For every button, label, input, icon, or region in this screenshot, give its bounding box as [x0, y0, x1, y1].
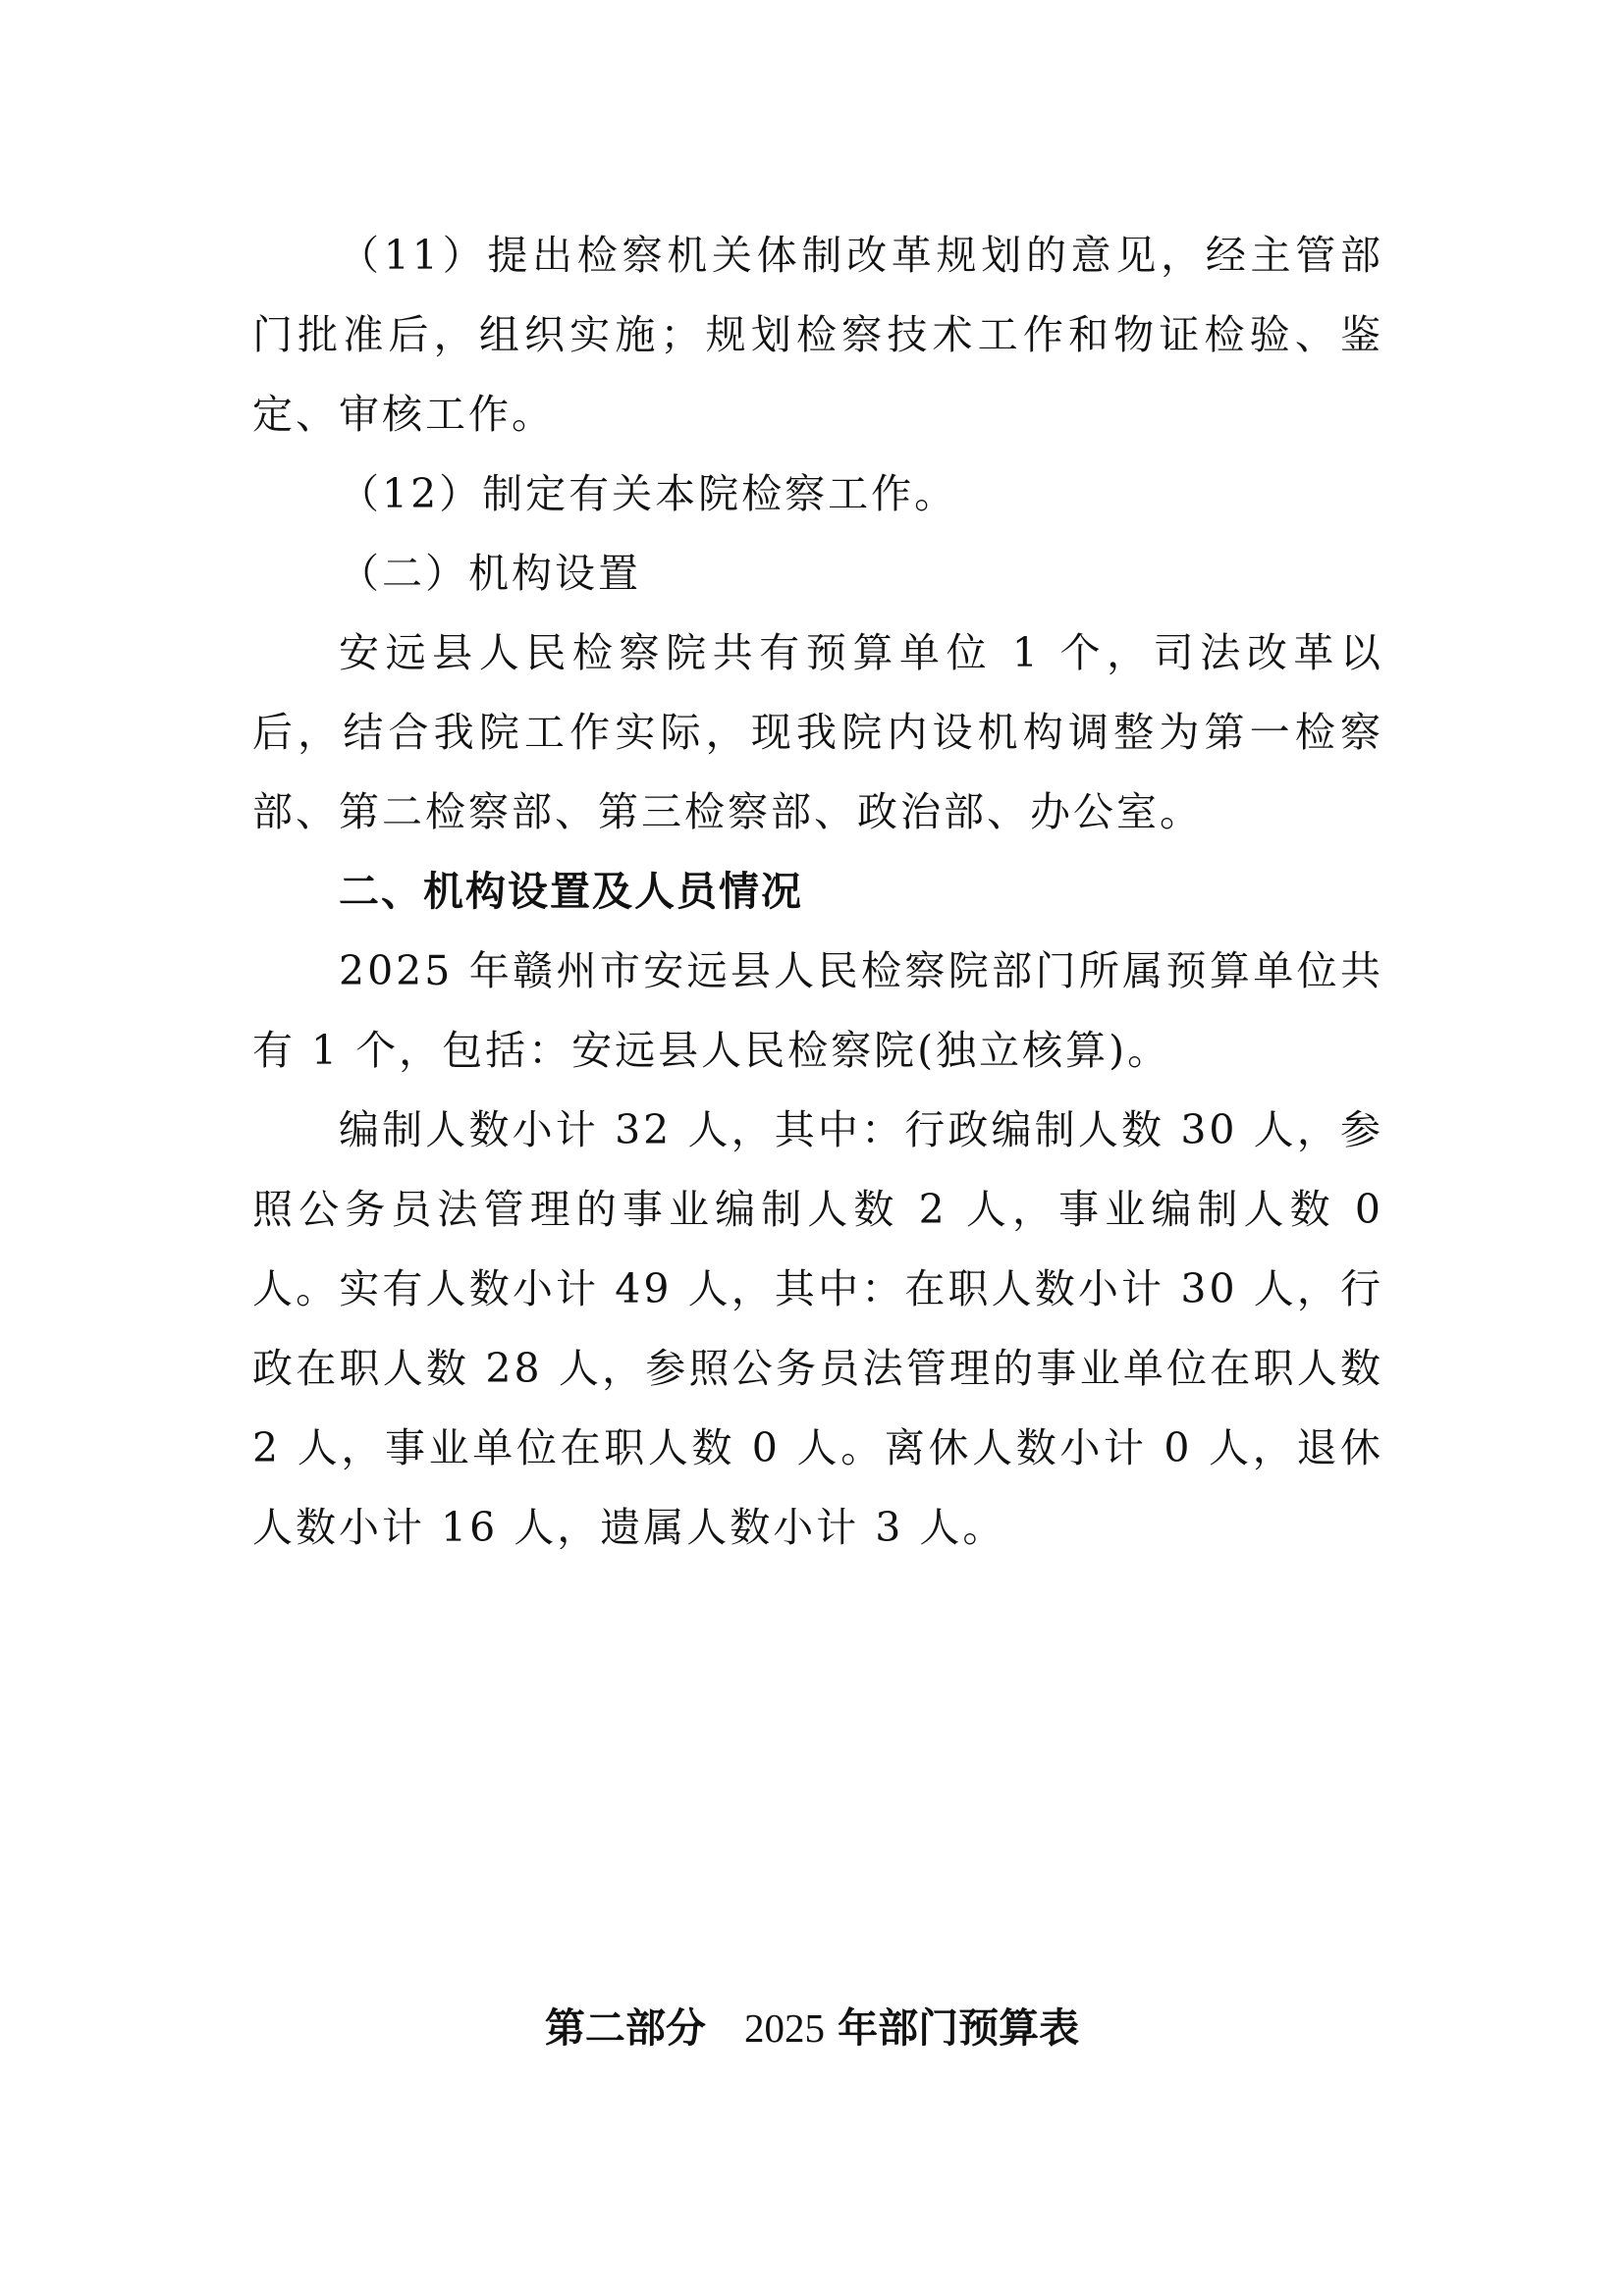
paragraph-item-12: （12）制定有关本院检察工作。: [339, 470, 958, 517]
document-body: [252, 216, 1383, 1568]
paragraph-2025-units: 2025 年赣州市安远县人民检察院部门所属预算单位共有 1 个，包括：安远县人民检察院(独立核算)。: [252, 947, 1383, 1074]
paragraph-budget-units: 安远县人民检察院共有预算单位 1 个，司法改革以后，结合我院工作实际，现我院内设机构调整为第一检察部、第二检察部、第三检察部、政治部、办公室。: [252, 629, 1383, 835]
part-two-title: [0, 1999, 1624, 2057]
subheading-organization-setup: （二）机构设置: [339, 550, 641, 597]
part-title-year: 2025: [744, 2005, 826, 2051]
paragraph-staff-counts: 编制人数小计 32 人，其中：行政编制人数 30 人，参照公务员法管理的事业编制人数 2 人，事业编制人数 0 人。实有人数小计 49 人，其中：在职人数小计 30 人，行政在职人数 28 人，参照公务员法管理的事业单位在职人数 2 人，事业单位在职人数 0 人。离休人数小计 0 人，退休人数小计 16 人，遗属人数小计 3 人。: [252, 1106, 1383, 1551]
part-title-label: 第二部分: [544, 2004, 706, 2052]
section-heading-staffing: 二、机构设置及人员情况: [339, 868, 803, 915]
part-title-rest: 年部门预算表: [838, 2004, 1080, 2052]
paragraph-item-11: （11）提出检察机关体制改革规划的意见，经主管部门批准后，组织实施；规划检察技术工作和物证检验、鉴定、审核工作。: [252, 232, 1383, 438]
